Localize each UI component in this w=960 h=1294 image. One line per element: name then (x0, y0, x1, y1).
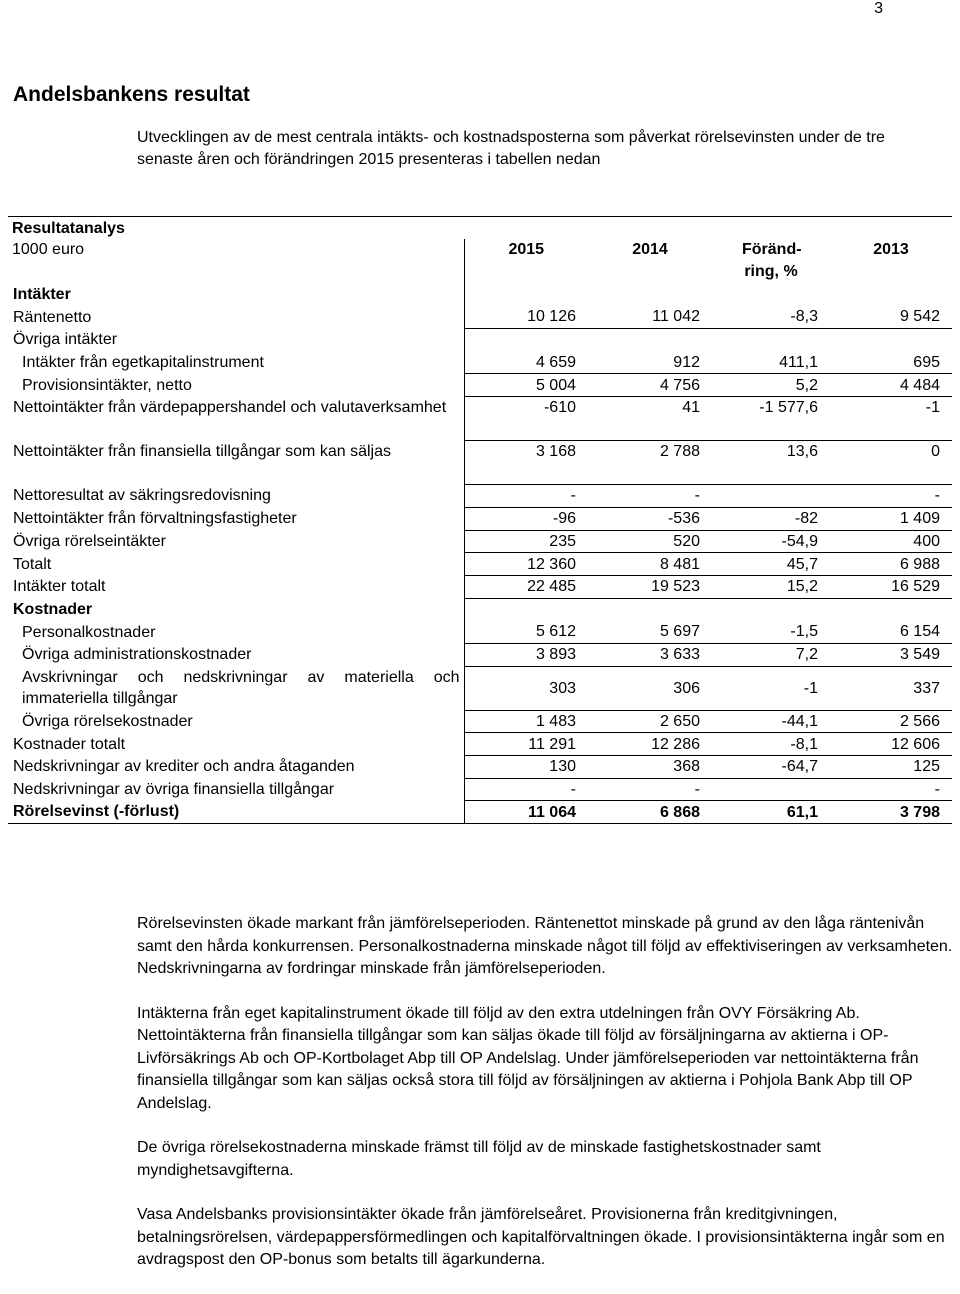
row-label: Nettointäkter från värdepappershandel och valutaverksamhet (13, 398, 447, 416)
row-value: 1 409 (830, 507, 952, 530)
row-value: 13,6 (712, 441, 830, 485)
row-value (464, 598, 588, 621)
row-label: Nettointäkter från förvaltningsfastigheter (13, 510, 297, 528)
row-value: -96 (464, 507, 588, 530)
row-value: 0 (830, 441, 952, 485)
header-change: Föränd-ring, % (742, 241, 802, 281)
table-row (8, 621, 952, 644)
row-value: - (464, 485, 588, 508)
row-label: Nettoresultat av säkringsredovisning (13, 487, 271, 505)
row-value: 22 485 (464, 575, 588, 598)
row-value: 125 (830, 756, 952, 779)
row-label: Avskrivningar och nedskrivningar av materiella och immateriella tillgångar (22, 669, 460, 708)
row-value: 8 481 (588, 553, 712, 576)
table-row (8, 801, 952, 824)
row-label: Intäkter från egetkapitalinstrument (22, 354, 264, 372)
row-label: Personalkostnader (22, 623, 156, 641)
row-value (588, 283, 712, 306)
row-label: Totalt (13, 555, 52, 573)
row-value: -44,1 (712, 710, 830, 733)
row-label: Kostnader totalt (13, 735, 126, 753)
row-value: - (464, 778, 588, 801)
row-label: Nedskrivningar av övriga finansiella tillgångar (13, 781, 335, 799)
table-row (8, 553, 952, 576)
row-label: Övriga rörelseintäkter (13, 532, 166, 550)
row-value: 3 633 (588, 643, 712, 666)
intro-paragraph: Utvecklingen av de mest centrala intäkts- och kostnadsposterna som påverkat rörelsevinsten under de tre senaste åren och förändringen 2015 presenteras i tabellen nedan (137, 129, 885, 168)
row-value (588, 329, 712, 352)
row-value (830, 598, 952, 621)
table-row (8, 643, 952, 666)
row-value: 11 042 (588, 306, 712, 329)
row-value: 10 126 (464, 306, 588, 329)
row-value: 5 004 (464, 374, 588, 397)
header-2013: 2013 (873, 241, 909, 259)
row-value: 6 154 (830, 621, 952, 644)
row-value: 411,1 (712, 351, 830, 374)
row-label: Rörelsevinst (-förlust) (8, 801, 464, 824)
unit-label: 1000 euro (12, 241, 85, 259)
row-label: Nettointäkter från finansiella tillgångar som kan säljas (13, 442, 391, 460)
row-value (712, 283, 830, 306)
row-value: - (588, 778, 712, 801)
row-label: Intäkter totalt (13, 578, 106, 596)
row-value: -1 577,6 (712, 397, 830, 441)
row-value: 306 (588, 666, 712, 710)
results-table (8, 216, 952, 824)
row-value (830, 329, 952, 352)
row-value: -54,9 (712, 530, 830, 553)
section-title: Andelsbankens resultat (13, 83, 250, 106)
table-row (8, 530, 952, 553)
row-value (712, 598, 830, 621)
row-label: Kostnader (13, 600, 93, 618)
table-row (8, 374, 952, 397)
commentary-paragraph: Vasa Andelsbanks provisionsintäkter ökade från jämförelseåret. Provisionerna från kreditgivningen, betalningsrörelsen, värdepappersförmedlingen och kapitalförvaltningen ökade. I provisionsintäkterna ingår som en avdragspost den OP-bonus som betalts till ägarkunderna. (137, 1206, 945, 1268)
table-row (8, 283, 952, 306)
table-caption-row (8, 217, 952, 240)
table-body (8, 283, 952, 823)
table-row (8, 507, 952, 530)
row-value (588, 598, 712, 621)
row-value: 4 659 (464, 351, 588, 374)
row-value: 4 756 (588, 374, 712, 397)
table-row (8, 710, 952, 733)
row-value: 12 606 (830, 733, 952, 756)
row-label: Provisionsintäkter, netto (22, 376, 192, 394)
commentary-paragraph: Intäkterna från eget kapitalinstrument ökade till följd av den extra utdelningen från OVY Försäkring Ab. Nettointäkterna från finansiella tillgångar som kan säljas ökade till följd av försäljningarna av aktierna i OP-Livförsäkrings Ab och OP-Kortbolaget Abp till OP Andelslag. Under jämförelseperioden var nettointäkterna från finansiella tillgångar som kan säljas också stora till följd av försäljningen av aktierna i Pohjola Bank Abp till OP Andelslag. (137, 1004, 919, 1112)
row-value: 4 484 (830, 374, 952, 397)
row-value: 11 291 (464, 733, 588, 756)
row-value: 5,2 (712, 374, 830, 397)
row-value: 2 788 (588, 441, 712, 485)
table-row (8, 756, 952, 779)
row-label: Intäkter (13, 286, 71, 304)
table-row (8, 351, 952, 374)
row-value (830, 283, 952, 306)
row-value: -82 (712, 507, 830, 530)
row-value: 695 (830, 351, 952, 374)
header-2015: 2015 (464, 239, 588, 283)
table-row (8, 666, 952, 710)
row-value: 5 612 (464, 621, 588, 644)
row-value (464, 329, 588, 352)
row-value: 520 (588, 530, 712, 553)
table-row (8, 329, 952, 352)
row-value: 3 893 (464, 643, 588, 666)
row-value (712, 778, 830, 801)
row-value: 368 (588, 756, 712, 779)
row-label: Nedskrivningar av krediter och andra åtaganden (13, 758, 355, 776)
row-value: 337 (830, 666, 952, 710)
row-value: -8,1 (712, 733, 830, 756)
row-value: 9 542 (830, 306, 952, 329)
row-value: 41 (588, 397, 712, 441)
row-value: 12 286 (588, 733, 712, 756)
row-value (712, 329, 830, 352)
table-row (8, 485, 952, 508)
row-value: -1 (712, 666, 830, 710)
commentary-paragraph: Rörelsevinsten ökade markant från jämförelseperioden. Räntenettot minskade på grund av den låga räntenivån samt den hårda konkurrensen. Personalkostnaderna minskade något till följd av effektiviseringen av verksamheten. Nedskrivningarna av fordringar minskade från jämförelseperioden. (137, 915, 953, 977)
row-label: Övriga administrationskostnader (22, 646, 252, 664)
page-number: 3 (874, 0, 883, 17)
table-row (8, 397, 952, 441)
table-caption: Resultatanalys (8, 217, 952, 240)
row-label: Övriga intäkter (13, 331, 118, 349)
row-value: 6 868 (588, 801, 712, 824)
row-value: -64,7 (712, 756, 830, 779)
row-value: 19 523 (588, 575, 712, 598)
row-value: 303 (464, 666, 588, 710)
table-row (8, 778, 952, 801)
table-row (8, 598, 952, 621)
row-label: Övriga rörelsekostnader (22, 712, 193, 730)
row-value: -536 (588, 507, 712, 530)
row-value: 12 360 (464, 553, 588, 576)
table-header-row (8, 239, 952, 283)
row-value: 16 529 (830, 575, 952, 598)
row-value: - (588, 485, 712, 508)
row-value: 3 798 (830, 801, 952, 824)
row-value: 130 (464, 756, 588, 779)
row-value: 912 (588, 351, 712, 374)
row-value (464, 283, 588, 306)
row-value (712, 485, 830, 508)
table-row (8, 575, 952, 598)
row-value: 61,1 (712, 801, 830, 824)
row-value: 6 988 (830, 553, 952, 576)
row-value: 5 697 (588, 621, 712, 644)
row-value: 11 064 (464, 801, 588, 824)
row-value: - (830, 485, 952, 508)
row-value: -610 (464, 397, 588, 441)
row-value: 2 566 (830, 710, 952, 733)
row-value: -1,5 (712, 621, 830, 644)
row-value: 15,2 (712, 575, 830, 598)
row-value: 3 168 (464, 441, 588, 485)
commentary (137, 913, 959, 1294)
commentary-paragraph: De övriga rörelsekostnaderna minskade främst till följd av de minskade fastighetskostnader samt myndighetsavgifterna. (137, 1139, 821, 1179)
row-value: 235 (464, 530, 588, 553)
row-value: 3 549 (830, 643, 952, 666)
row-label: Räntenetto (13, 308, 92, 326)
row-value: 1 483 (464, 710, 588, 733)
row-value: 2 650 (588, 710, 712, 733)
row-value: -1 (830, 397, 952, 441)
row-value: 7,2 (712, 643, 830, 666)
row-value: 400 (830, 530, 952, 553)
table-row (8, 441, 952, 485)
table-row (8, 733, 952, 756)
row-value: -8,3 (712, 306, 830, 329)
row-value: - (830, 778, 952, 801)
table-row (8, 306, 952, 329)
row-value: 45,7 (712, 553, 830, 576)
header-2014: 2014 (632, 241, 668, 259)
